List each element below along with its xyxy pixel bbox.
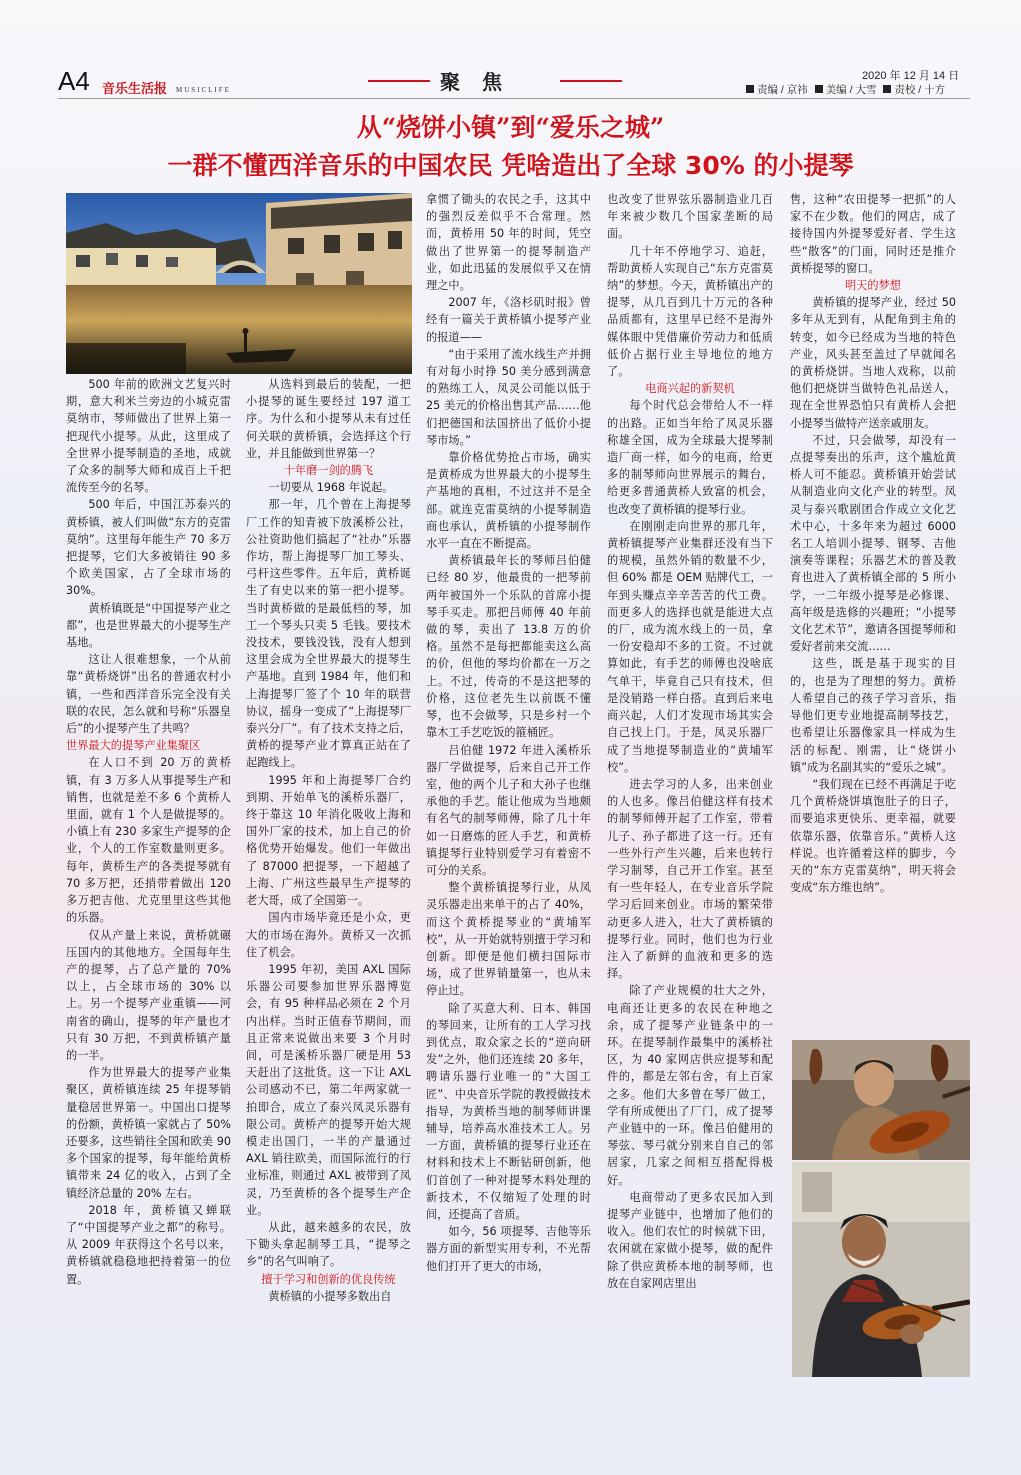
article-column-5 (790, 191, 956, 896)
section-rule-right (560, 80, 622, 82)
paragraph: 作为世界最大的提琴产业集聚区，黄桥镇连续 25 年提琴销量稳居世界第一。中国出口提琴的份额，黄桥镇一家就占了 50% 还要多，这些销往全国和欧美 90 多个国家的提琴，每年能给黄桥镇带来 24 亿的收入，占到了全镇经济总量的 20% 左右。 (66, 1066, 231, 1200)
paragraph: 那一年，几个曾在上海提琴厂工作的知青被下放溪桥公社，公社资助他们搞起了“社办”乐器作坊，帮上海提琴厂加工琴头、弓杆这些零件。五年后，黄桥诞生了有史以来的第一把小提琴。当时黄桥做的是最低档的琴，加工一个琴头只卖 5 毛钱。要技术没技术，要钱没钱，没有人想到这里会成为全世界最大的提琴生产基地。直到 1984 年，他们和上海提琴厂签了个 10 年的联营协议，摇身一变成了“上海提琴厂泰兴分厂”。有了技术支持之后，黄桥的提琴产业才算真正站在了起跑线上。 (246, 498, 411, 770)
paragraph: 2007 年，《洛杉矶时报》曾经有一篇关于黄桥镇小提琴产业的报道—— (426, 296, 591, 344)
paragraph: 这些，既是基于现实的目的，也是为了理想的努力。黄桥人希望自己的孩子学习音乐，指导他们更专业地提高制琴技艺，也希望让乐器像家具一样成为生活的标配、刚需，让“烧饼小镇”成为名副其实的“爱乐之城”。 (790, 657, 956, 774)
paragraph: 如今，56 项提琴、吉他等乐器方面的新型实用专利，不光帮他们打开了更大的市场， (426, 1225, 591, 1273)
paragraph: 吕伯健 1972 年进入溪桥乐器厂学做提琴，后来自己开工作室，他的两个儿子和大孙子也继承他的手艺。能让他成为当地颇有名气的制琴师傅，除了几十年如一日磨炼的匠人手艺，和黄桥镇提琴行业特别爱学习有着密不可分的关系。 (426, 743, 591, 877)
section-rule-left (368, 80, 430, 82)
newspaper-name-en: MUSICLIFE (176, 86, 231, 94)
staff-proofreader: 责校 / 十方 (894, 84, 946, 96)
article-column-2 (246, 376, 411, 1305)
paragraph: 一切要从 1968 年说起。 (268, 481, 394, 495)
bullet-square-icon (815, 85, 823, 93)
article-column-4 (607, 191, 773, 1292)
section-name: 聚焦 (440, 70, 524, 94)
paragraph: 除了买意大利、日本、韩国的琴回来，让所有的工人学习找到优点，取众家之长的“逆向研发”之外，他们还连续 20 多年，聘请乐器行业唯一的“大国工匠”、中央音乐学院的教授做技术指导，为黄桥当地的制琴师讲课辅导，培养高水准技术工人。另一方面，黄桥镇的提琴行业还在材料和技术上不断钻研创新，他们首创了一种对提琴木料处理的新技术，不仅缩短了处理的时间，还提高了音质。 (426, 1001, 591, 1221)
paragraph: 也改变了世界弦乐器制造业几百年来被少数几个国家垄断的局面。 (607, 193, 773, 241)
paragraph: 黄桥镇既是“中国提琴产业之都”，也是世界最大的小提琴生产基地。 (66, 601, 231, 650)
article-column-1 (66, 376, 231, 1288)
paragraph: 每个时代总会带给人不一样的出路。正如当年给了凤灵乐器称雄全国，成为全球最大提琴制造厂商一样，如今的电商，给更多的制琴师向世界展示的舞台，给更多普通黄桥人致富的机会，也改变了黄桥镇的提琴行业。 (607, 399, 773, 516)
paragraph: 2018 年，黄桥镇又蝉联了“中国提琴产业之都”的称号。从 2009 年获得这个名号以来，黄桥镇就稳稳地把持着第一的位置。 (66, 1203, 231, 1286)
subheading: 擅于学习和创新的优良传统 (261, 1272, 396, 1286)
paragraph: 几十年不停地学习、追赶，帮助黄桥人实现自己“东方克雷莫纳”的梦想。今天，黄桥镇出产的提琴，从几百到几十万元的各种品质都有，这里早已经不是海外媒体眼中凭借廉价劳动力和低质低价占据行业主导地位的地方了。 (607, 244, 773, 379)
paragraph: 不过，只会做琴，却没有一点提琴奏出的乐声，这个尴尬黄桥人可不能忍。黄桥镇开始尝试从制造业向文化产业的转型。凤灵与泰兴歌剧团合作成立文化艺术中心，十多年来为超过 6000 名工人培训小提琴、钢琴、吉他演奏等课程；乐器艺术的普及教育也进入了黄桥镇全部的 5 所小学，一二年级小提琴是必修课、高年级是选修的兴趣班；“小提琴文化艺术节”，邀请各国提琴师和爱好者前来交流…… (790, 433, 956, 654)
paragraph: 1995 年初，美国 AXL 国际乐器公司要参加世界乐器博览会，有 95 种样品必须在 2 个月内出样。当时正值春节期间，而且正常来说做出来要 3 个月时间，可是溪桥乐器厂硬是用 53 天赶出了这批货。这一下让 AXL 公司感动不已，第二年两家就一拍即合，成立了泰兴凤灵乐器有限公司。黄桥产的提琴开始大规模走出国门，一半的产量通过 AXL 销往欧美，而国际流行的行业标准，则通过 AXL 被带到了凤灵，乃至黄桥的各个提琴生产企业。 (246, 962, 411, 1217)
page-header (0, 0, 1021, 100)
staff-designer: 美编 / 大雪 (825, 84, 877, 96)
paragraph: 从此，越来越多的农民，放下锄头拿起制琴工具，“提琴之乡”的名气叫响了。 (246, 1220, 411, 1269)
article-column-3 (426, 191, 591, 1275)
paragraph: 从选料到最后的装配，一把小提琴的诞生要经过 197 道工序。为什么和小提琴从未有过任何关联的黄桥镇，会选择这个行业，并且能做到世界第一？ (246, 378, 411, 460)
bullet-square-icon (746, 85, 754, 93)
subheading: 明天的梦想 (845, 279, 901, 293)
subheading: 十年磨一剑的腾飞 (283, 464, 374, 478)
page-number: A4 (58, 66, 90, 96)
paragraph: 在刚刚走向世界的那几年，黄桥镇提琴产业集群还没有当下的规模，虽然外销的数量不少，但 60% 都是 OEM 贴牌代工，一年到头赚点辛辛苦苦的代工费。而更多人的选择也就是能进大点的厂，成为流水线上的一员，拿一份安稳却不多的工资。不过就算如此，有手艺的师傅也没啥底气单干，毕竟自己只有技术，但是没销路一样白搭。直到后来电商兴起，人们才发现市场其实会自己找上门。于是，凤灵乐器厂成了当地提琴制造业的“黄埔军校”。 (607, 519, 773, 774)
subheading: 电商兴起的新契机 (645, 382, 735, 396)
paragraph: 黄桥镇的小提琴多数出自 (268, 1289, 392, 1303)
paragraph: 电商带动了更多农民加入到提琴产业链中，也增加了他们的收入。他们农忙的时候就下田，农闲就在家做小提琴，做的配件除了供应黄桥本地的制琴师，也放在自家网店里出 (607, 1190, 773, 1290)
staff-credits (742, 82, 945, 97)
paragraph: 这让人很难想象，一个从前靠“黄桥烧饼”出名的普通农村小镇，一些和西洋音乐完全没有关联的农民，怎么就和号称“乐器皇后”的小提琴产生了共鸣？ (66, 653, 231, 736)
paragraph: 售，这种“农田提琴一把抓”的人家不在少数。他们的网店，成了接待国内外提琴爱好者、学生这些“散客”的门面，同时还是推介黄桥提琴的窗口。 (790, 193, 956, 275)
paragraph: “由于采用了流水线生产并拥有对每小时挣 50 美分感到满意的熟练工人，凤灵公司能以低于 25 美元的价格出售其产品……他们把德国和法国挤出了低价小提琴市场。” (426, 347, 591, 447)
paragraph: 靠价格优势抢占市场，确实是黄桥成为世界最大的小提琴生产基地的真相，不过这并不是全部。就连克雷莫纳的小提琴制造商也承认，黄桥镇的小提琴制作水平一直在不断提高。 (426, 451, 591, 551)
violinist-photo (792, 1162, 970, 1377)
subheadline: 一群不懂西洋音乐的中国农民 凭啥造出了全球 30% 的小提琴 (167, 151, 854, 180)
paragraph: 1995 年和上海提琴厂合约到期、开始单飞的溪桥乐器厂，终于靠这 10 年消化吸收上海和国外厂家的技术，加上自己的价格优势开始爆发。他们一年做出了 87000 把提琴，一下超越了上海、广州这些最早生产提琴的老大哥，成了全国第一。 (246, 773, 411, 908)
paragraph: 在人口不到 20 万的黄桥镇，有 3 万多人从事提琴生产和销售，也就是差不多 6 个黄桥人里面，就有 1 个人是做提琴的。小镇上有 230 多家生产提琴的企业，个人的工作室数量则更多。每年，黄桥生产的各类提琴就有 70 多万把，还捎带着做出 120 多万把吉他、尤克里里这些其他的乐器。 (66, 756, 231, 925)
paragraph: 黄桥镇的提琴产业，经过 50 多年从无到有，从配角到主角的转变，如今已经成为当地的特色产业，风头甚至盖过了早就闻名的黄桥烧饼。当地人戏称，以前他们把烧饼当做特色礼品送人，现在全世界恐怕只有黄桥人会把小提琴当做特产送亲戚朋友。 (790, 296, 956, 430)
issue-date: 2020 年 12 月 14 日 (862, 70, 960, 82)
staff-editor: 责编 / 京祎 (757, 84, 808, 96)
subheading: 世界最大的提琴产业集聚区 (66, 739, 201, 753)
water-town-photo (66, 193, 412, 374)
paragraph: 黄桥镇最年长的琴师吕伯健已经 80 岁，他最贵的一把琴前两年被国外一个乐队的首席小提琴手买走。那把吕师傅 40 年前做的琴，卖出了 13.8 万的价格。虽然不是每把都能卖这么高的价，但他的琴均价都在一万之上。不过，传奇的不是这把琴的价格，这位老先生以前既不懂琴，也不会做琴，只是乡村一个靠木工手艺吃饭的箍桶匠。 (426, 554, 591, 740)
paragraph: 进去学习的人多，出来创业的人也多。像吕伯健这样有技术的制琴师傅开起了工作室，带着儿子、孙子都进了这一行。还有一些外行产生兴趣，后来也转行学习制琴，自己开工作室。甚至有一些年轻人，在专业音乐学院学习后回来创业。市场的繁荣带动更多人进入，壮大了黄桥镇的提琴行业。同时，他们也为行业注入了新鲜的血液和更多的选择。 (607, 777, 773, 981)
paragraph: 仅从产量上来说，黄桥就碾压国内的其他地方。全国每年生产的提琴，占了总产量的 70% 以上，占全球市场的 30% 以上。另一个提琴产业重镇——河南省的确山，提琴的年产量也才只有 30 万把，不到黄桥镇产量的一半。 (66, 928, 231, 1062)
paragraph: 除了产业规模的壮大之外，电商还让更多的农民在种地之余，成了提琴产业链条中的一环。在提琴制作最集中的溪桥社区，为 40 家网店供应提琴和配件的，都是左邻右舍，有上百家之多。他们大多曾在琴厂做工，学有所成便出了厂门，成了提琴产业链中的一环。像吕伯健用的琴弦、琴弓就分别来自自己的邻居家，几家之间相互搭配得极好。 (607, 984, 773, 1187)
paragraph: “我们现在已经不再满足于吃几个黄桥烧饼填饱肚子的日子，而要追求更快乐、更幸福，就要依靠乐器，依靠音乐。”黄桥人这样说。也许循着这样的脚步，今天的“东方克雷莫纳”，明天将会变成“东方维也纳”。 (790, 777, 956, 895)
paragraph: 整个黄桥镇提琴行业，从凤灵乐器走出来单干的占了 40%，而这个黄桥提琴业的“黄埔军校”，从一开始就特别擅于学习和创新。即便是他们横扫国际市场，成了世界销量第一，也从未停止过。 (426, 881, 591, 998)
luthier-photo (792, 1040, 970, 1160)
bullet-square-icon (883, 85, 891, 93)
paragraph: 500 年前的欧洲文艺复兴时期，意大利米兰旁边的小城克雷莫纳市，琴师做出了世界上第一把现代小提琴。从此，这里成了全世界小提琴制造的圣地，成就了众多的制琴大师和成百上千把流传至今的名琴。 (66, 378, 231, 495)
header-divider (58, 98, 970, 99)
newspaper-name: 音乐生活报 (102, 82, 168, 97)
paragraph: 拿惯了锄头的农民之手，这其中的强烈反差似乎不合常理。然而，黄桥用 50 年的时间，凭空做出了世界第一的提琴制造产业，如此迅猛的发展似乎又在情理之中。 (426, 193, 591, 293)
paragraph: 国内市场毕竟还是小众，更大的市场在海外。黄桥又一次抓住了机会。 (246, 911, 411, 959)
headline: 从“烧饼小镇”到“爱乐之城” (356, 113, 665, 142)
paragraph: 500 年后，中国江苏泰兴的黄桥镇，被人们叫做“东方的克雷莫纳”。这里每年能生产 70 多万把提琴，它们大多被销往 90 多个欧美国家，占了全球市场的 30%。 (66, 498, 231, 598)
